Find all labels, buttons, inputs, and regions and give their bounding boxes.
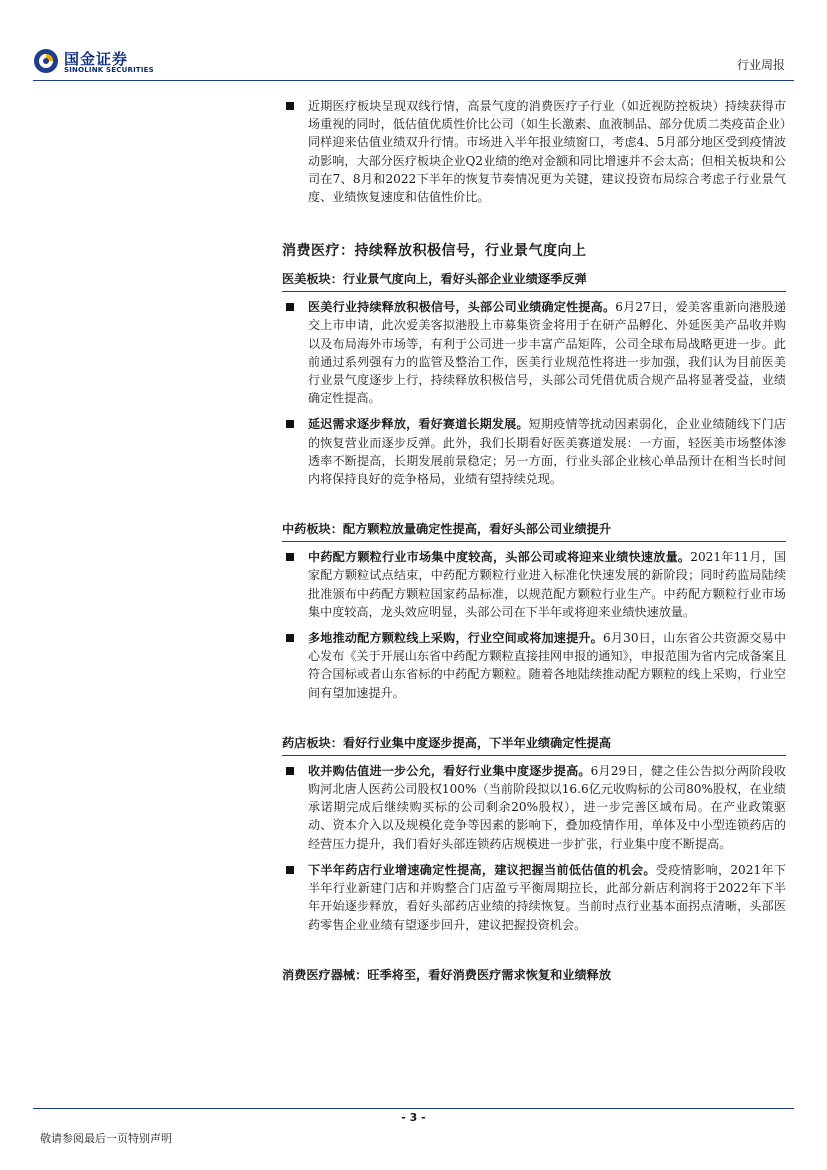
list-item [282, 415, 786, 488]
bullet-text: 6月30日，山东省公共资源交易中心发布《关于开展山东省中药配方颗粒直接挂网申报的通知》，申报范围为省内完成备案且符合国标或者山东省标的中药配方颗粒。随着各地陆续推动配方颗粒的线上采购，行业空间有望加速提升。 [308, 631, 786, 700]
bullet-lead: 中药配方颗粒行业市场集中度较高，头部公司或将迎来业绩快速放量。 [308, 550, 691, 565]
main-content [282, 97, 786, 993]
list-item [282, 861, 786, 934]
footer-divider [33, 1108, 794, 1109]
report-type-label: 行业周报 [736, 58, 785, 72]
company-logo [33, 46, 153, 78]
bullet-square-icon [286, 634, 294, 642]
list-item [282, 629, 786, 702]
bullet-square-icon [286, 767, 294, 775]
bullet-lead: 收并购估值进一步公允，看好行业集中度逐步提高。 [308, 763, 591, 778]
bullet-lead: 下半年药店行业增速确定性提高，建议把握当前低估值的机会。 [308, 862, 656, 877]
bullet-lead: 延迟需求逐步释放，看好赛道长期发展。 [308, 417, 529, 432]
header-divider [33, 80, 794, 81]
section-title: 消费医疗：持续释放积极信号，行业景气度向上 [282, 243, 587, 260]
page-number: - 3 - [401, 1111, 426, 1124]
sinolink-logo-icon [33, 48, 59, 74]
logo-english-name: SINOLINK SECURITIES [64, 66, 154, 74]
intro-paragraph [282, 97, 786, 206]
bullet-square-icon [286, 553, 294, 561]
bullet-lead: 医美行业持续释放积极信号，头部公司业绩确定性提高。 [308, 300, 616, 315]
medical-beauty-title: 医美板块：行业景气度向上，看好头部企业业绩逐季反弹 [282, 270, 786, 292]
disclaimer-text: 敬请参阅最后一页特别声明 [40, 1132, 172, 1145]
bullet-text: 2021年11月，国家配方颗粒试点结束，中药配方颗粒行业进入标准化快速发展的新阶段；同时药监局陆续批准颁布中药配方颗粒国家药品标准，以规范配方颗粒行业生产。中药配方颗粒行业市场集中度较高，龙头效应明显，头部公司在下半年或将迎来业绩快速放量。 [308, 550, 786, 619]
list-item [282, 298, 786, 407]
intro-text: 近期医疗板块呈现双线行情，高景气度的消费医疗子行业（如近视防控板块）持续获得市场重视的同时，低估值优质性价比公司（如生长激素、血液制品、部分优质二类疫苗企业）同样迎来估值业绩双升行情。市场进入半年报业绩窗口，考虑4、5月部分地区受到疫情波动影响，大部分医疗板块企业Q2业绩的绝对金额和同比增速并不会太高；但相关板块和公司在7、8月和2022下半年的恢复节奏情况更为关键，建议投资布局综合考虑子行业景气度、业绩恢复速度和估值性价比。 [308, 99, 786, 205]
bullet-text: 短期疫情等扰动因素弱化，企业业绩随线下门店的恢复营业而逐步反弹。此外，我们长期看好医美赛道发展：一方面，轻医美市场整体渗透率不断提高，长期发展前景稳定；另一方面，行业头部企业核心单品预计在相当长时间内将保持良好的竞争格局，业绩有望持续兑现。 [308, 417, 786, 487]
bullet-lead: 多地推动配方颗粒线上采购，行业空间或将加速提升。 [308, 631, 603, 646]
tcm-title: 中药板块：配方颗粒放量确定性提高，看好头部公司业绩提升 [282, 520, 786, 542]
bullet-square-icon [286, 102, 294, 110]
bullet-square-icon [286, 420, 294, 428]
devices-title: 消费医疗器械：旺季将至，看好消费医疗需求恢复和业绩释放 [282, 967, 612, 982]
logo-chinese-name: 国金证券 [64, 50, 129, 68]
bullet-square-icon [286, 866, 294, 874]
pharmacy-title: 药店板块：看好行业集中度逐步提高，下半年业绩确定性提高 [282, 734, 786, 756]
list-item [282, 548, 786, 621]
bullet-square-icon [286, 303, 294, 311]
bullet-text: 6月27日，爱美客重新向港股递交上市申请，此次爱美客拟港股上市募集资金将用于在研产品孵化、外延医美产品收并购以及布局海外市场等，有利于公司进一步丰富产品矩阵，公司全球布局战略更进一步。此前通过系列强有力的监管及整治工作，医美行业规范性将进一步加强，我们认为目前医美行业景气度逐步上行，持续释放积极信号，头部公司凭借优质合规产品将显著受益，业绩确定性提高。 [308, 300, 786, 406]
bullet-text: 6月29日，健之佳公告拟分两阶段收购河北唐人医药公司股权100%（当前阶段拟以16.6亿元收购标的公司80%股权，在业绩承诺期完成后继续购买标的公司剩余20%股权），进一步完善区域布局。在产业政策驱动、资本介入以及规模化竞争等因素的影响下，叠加疫情作用，单体及中小型连锁药店的经营压力提升，我们看好头部连锁药店规模进一步扩张，行业集中度不断提高。 [308, 763, 786, 851]
list-item [282, 762, 786, 853]
bullet-text: 受疫情影响，2021年下半年行业新建门店和并购整合门店盈亏平衡周期拉长，此部分新店利润将于2022年下半年开始逐步释放，看好头部药店业绩的持续恢复。当前时点行业基本面拐点清晰，头部医药零售企业业绩有望逐步回升，建议把握投资机会。 [308, 862, 786, 932]
